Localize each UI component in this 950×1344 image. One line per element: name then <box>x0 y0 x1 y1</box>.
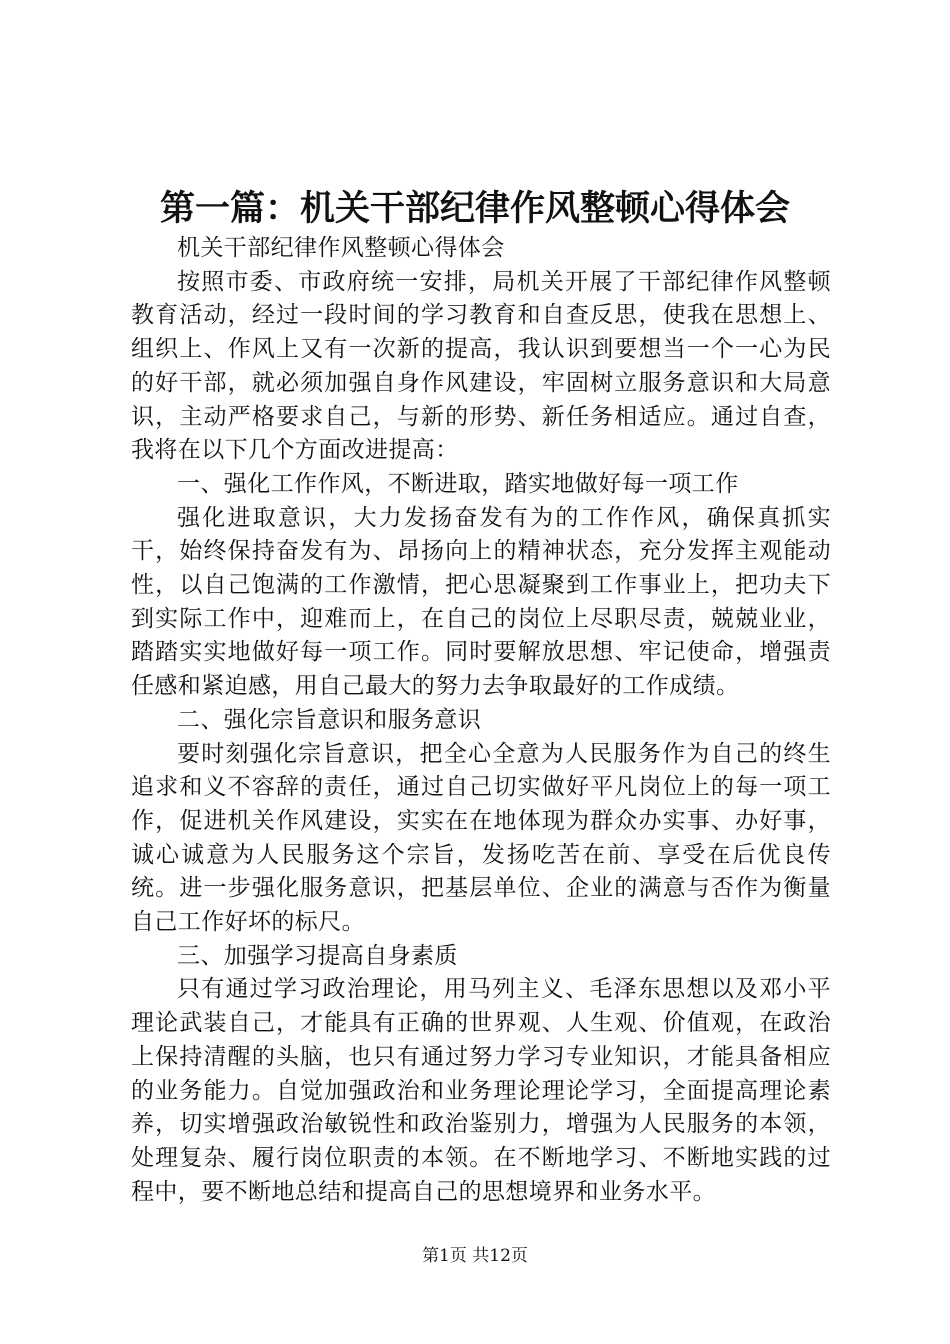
section-heading-2: 二、强化宗旨意识和服务意识 <box>177 706 482 733</box>
document-body <box>131 232 831 1209</box>
paragraph-section-2: 要时刻强化宗旨意识，把全心全意为人民服务作为自己的终生追求和义不容辞的责任，通过自己切实做好平凡岗位上的每一项工作，促进机关作风建设，实实在在地体现为群众办实事、办好事，诚心诚意为人民服务这个宗旨，发扬吃苦在前、享受在后优良传统。进一步强化服务意识，把基层单位、企业的满意与否作为衡量自己工作好坏的标尺。 <box>131 740 831 936</box>
section-heading-1: 一、强化工作作风，不断进取，踏实地做好每一项工作 <box>177 470 739 497</box>
page-footer: 第1页 共12页 <box>422 1246 528 1266</box>
document-title: 第一篇：机关干部纪律作风整顿心得体会 <box>159 188 790 229</box>
paragraph-section-1: 强化进取意识，大力发扬奋发有为的工作作风，确保真抓实干，始终保持奋发有为、昂扬向上的精神状态，充分发挥主观能动性，以自己饱满的工作激情，把心思凝聚到工作事业上，把功夫下到实际工作中，迎难而上，在自己的岗位上尽职尽责，兢兢业业，踏踏实实地做好每一项工作。同时要解放思想、牢记使命，增强责任感和紧迫感，用自己最大的努力去争取最好的工作成绩。 <box>131 504 831 700</box>
paragraph-intro: 按照市委、市政府统一安排，局机关开展了干部纪律作风整顿教育活动，经过一段时间的学习教育和自查反思，使我在思想上、组织上、作风上又有一次新的提高，我认识到要想当一个一心为民的好干部，就必须加强自身作风建设，牢固树立服务意识和大局意识，主动严格要求自己，与新的形势、新任务相适应。通过自查，我将在以下几个方面改进提高： <box>131 268 831 464</box>
paragraph-section-3: 只有通过学习政治理论，用马列主义、毛泽东思想以及邓小平理论武装自己，才能具有正确的世界观、人生观、价值观，在政治上保持清醒的头脑，也只有通过努力学习专业知识，才能具备相应的业务能力。自觉加强政治和业务理论理论学习，全面提高理论素养，切实增强政治敏锐性和政治鉴别力，增强为人民服务的本领，处理复杂、履行岗位职责的本领。在不断地学习、不断地实践的过程中，要不断地总结和提高自己的思想境界和业务水平。 <box>131 976 831 1205</box>
section-heading-3: 三、加强学习提高自身素质 <box>177 942 458 969</box>
document-subtitle: 机关干部纪律作风整顿心得体会 <box>177 235 505 261</box>
